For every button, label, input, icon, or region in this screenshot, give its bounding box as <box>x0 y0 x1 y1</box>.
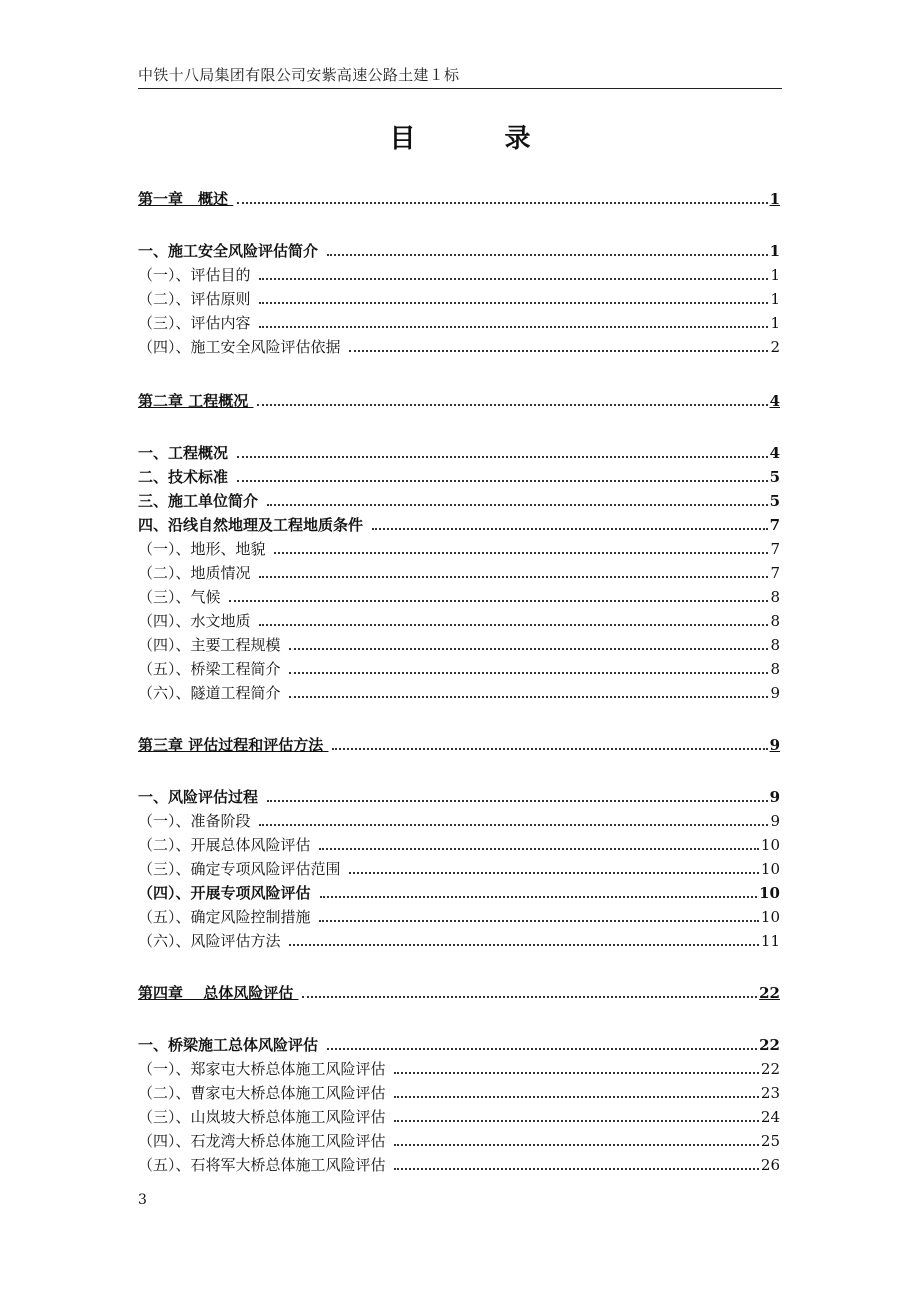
dot-leader <box>394 1072 759 1074</box>
toc-entry-page: 2 <box>770 338 780 356</box>
toc-entry-label: （三）、评估内容 <box>138 314 256 332</box>
toc-entry[interactable] <box>138 1106 780 1128</box>
toc-entry-label: （三）、确定专项风险评估范围 <box>138 860 346 878</box>
header-rule <box>138 88 782 89</box>
dot-leader <box>259 326 768 328</box>
toc-entry-label: 第三章 评估过程和评估方法 <box>138 736 329 754</box>
toc-entry[interactable] <box>138 906 780 928</box>
dot-leader <box>259 624 768 626</box>
toc-entry[interactable] <box>138 490 780 512</box>
toc-entry[interactable] <box>138 1154 780 1176</box>
toc-entry-page: 10 <box>760 908 780 926</box>
toc-entry-label: （二）、评估原则 <box>138 290 256 308</box>
toc-entry[interactable] <box>138 264 780 286</box>
toc-entry-page: 8 <box>770 612 780 630</box>
toc-entry[interactable] <box>138 312 780 334</box>
toc-entry-label: 二、技术标准 <box>138 468 234 486</box>
toc-entry-page: 8 <box>770 660 780 678</box>
toc-entry[interactable] <box>138 930 780 952</box>
toc-entry[interactable] <box>138 610 780 632</box>
dot-leader <box>259 824 768 826</box>
dot-leader <box>332 748 767 750</box>
toc-entry-page: 24 <box>760 1108 780 1126</box>
page-number: 3 <box>138 1192 147 1208</box>
toc-entry-page: 26 <box>760 1156 780 1174</box>
toc-entry-label: （四）、石龙湾大桥总体施工风险评估 <box>138 1132 391 1150</box>
toc-entry-page: 5 <box>769 492 780 510</box>
toc-entry-page: 7 <box>770 540 780 558</box>
toc-entry-label: （四）、水文地质 <box>138 612 256 630</box>
toc-entry-page: 25 <box>760 1132 780 1150</box>
dot-leader <box>274 552 768 554</box>
dot-leader <box>394 1120 759 1122</box>
dot-leader <box>237 202 767 204</box>
running-header: 中铁十八局集团有限公司安紫高速公路土建１标 <box>138 66 460 84</box>
toc-entry-page: 10 <box>760 836 780 854</box>
dot-leader <box>289 696 768 698</box>
toc-entry[interactable] <box>138 442 780 464</box>
dot-leader <box>267 800 767 802</box>
dot-leader <box>319 848 759 850</box>
toc-entry[interactable] <box>138 188 780 210</box>
toc-entry-page: 4 <box>769 392 780 410</box>
toc-entry-label: （六）、风险评估方法 <box>138 932 286 950</box>
toc-entry-page: 8 <box>770 636 780 654</box>
toc-entry-page: 23 <box>760 1084 780 1102</box>
toc-entry[interactable] <box>138 982 780 1004</box>
toc-entry-page: 1 <box>769 190 780 208</box>
dot-leader <box>289 648 768 650</box>
dot-leader <box>327 1048 757 1050</box>
dot-leader <box>349 872 759 874</box>
toc-entry-label: 第二章 工程概况 <box>138 392 254 410</box>
toc-entry-label: 一、施工安全风险评估简介 <box>138 242 324 260</box>
toc-entry-label: 第四章 总体风险评估 <box>138 984 299 1002</box>
toc-entry-page: 11 <box>760 932 780 950</box>
toc-entry[interactable] <box>138 682 780 704</box>
toc-entry-page: 1 <box>769 242 780 260</box>
toc-entry-label: （一）、郑家屯大桥总体施工风险评估 <box>138 1060 391 1078</box>
toc-entry-label: （四）、开展专项风险评估 <box>138 884 316 902</box>
toc-entry[interactable] <box>138 514 780 536</box>
toc-entry[interactable] <box>138 786 780 808</box>
toc-entry[interactable] <box>138 336 780 358</box>
toc-entry-page: 8 <box>770 588 780 606</box>
toc-entry-label: （二）、开展总体风险评估 <box>138 836 316 854</box>
toc-entry-page: 5 <box>769 468 780 486</box>
dot-leader <box>372 528 767 530</box>
dot-leader <box>394 1096 759 1098</box>
toc-entry-label: （一）、评估目的 <box>138 266 256 284</box>
toc-entry-label: （三）、山岚坡大桥总体施工风险评估 <box>138 1108 391 1126</box>
toc-entry-label: （六）、隧道工程简介 <box>138 684 286 702</box>
dot-leader <box>320 896 757 898</box>
dot-leader <box>237 456 767 458</box>
toc-entry-label: 四、沿线自然地理及工程地质条件 <box>138 516 369 534</box>
dot-leader <box>349 350 768 352</box>
toc-entry-label: （一）、准备阶段 <box>138 812 256 830</box>
dot-leader <box>259 278 768 280</box>
toc-entry-page: 1 <box>770 266 780 284</box>
toc-entry-label: 三、施工单位简介 <box>138 492 264 510</box>
toc-entry-page: 10 <box>759 884 780 902</box>
toc-entry-label: （二）、地质情况 <box>138 564 256 582</box>
dot-leader <box>319 920 759 922</box>
toc-entry[interactable] <box>138 240 780 262</box>
toc-entry-page: 9 <box>770 684 780 702</box>
toc-entry-label: 一、工程概况 <box>138 444 234 462</box>
toc-entry-label: （五）、石将军大桥总体施工风险评估 <box>138 1156 391 1174</box>
toc-entry-page: 9 <box>769 788 780 806</box>
dot-leader <box>257 404 767 406</box>
dot-leader <box>289 944 759 946</box>
dot-leader <box>327 254 767 256</box>
toc-entry-label: （四）、施工安全风险评估依据 <box>138 338 346 356</box>
toc-entry[interactable] <box>138 390 780 412</box>
toc-entry-page: 1 <box>770 314 780 332</box>
dot-leader <box>229 600 768 602</box>
toc-entry-label: （三）、气候 <box>138 588 226 606</box>
dot-leader <box>237 480 767 482</box>
toc-entry-label: 第一章 概述 <box>138 190 234 208</box>
dot-leader <box>302 996 757 998</box>
toc-entry[interactable] <box>138 586 780 608</box>
toc-entry-label: 一、风险评估过程 <box>138 788 264 806</box>
toc-entry-page: 22 <box>759 984 780 1002</box>
toc-entry-page: 10 <box>760 860 780 878</box>
toc-entry[interactable] <box>138 1082 780 1104</box>
dot-leader <box>259 302 768 304</box>
toc-entry-label: （五）、确定风险控制措施 <box>138 908 316 926</box>
toc-entry-page: 7 <box>770 564 780 582</box>
dot-leader <box>394 1168 759 1170</box>
toc-entry[interactable] <box>138 634 780 656</box>
toc-entry[interactable] <box>138 734 780 756</box>
toc-entry[interactable] <box>138 562 780 584</box>
toc-entry-label: （一）、地形、地貌 <box>138 540 271 558</box>
toc-entry-page: 1 <box>770 290 780 308</box>
toc-entry-page: 9 <box>770 812 780 830</box>
toc-entry-page: 9 <box>769 736 780 754</box>
toc-entry-label: （四）、主要工程规模 <box>138 636 286 654</box>
toc-entry[interactable] <box>138 658 780 680</box>
toc-entry-label: 一、桥梁施工总体风险评估 <box>138 1036 324 1054</box>
dot-leader <box>289 672 768 674</box>
toc-entry[interactable] <box>138 1034 780 1056</box>
toc-entry-page: 7 <box>769 516 780 534</box>
toc-entry[interactable] <box>138 810 780 832</box>
toc-entry-page: 22 <box>760 1060 780 1078</box>
toc-entry[interactable] <box>138 466 780 488</box>
dot-leader <box>259 576 768 578</box>
toc-entry[interactable] <box>138 858 780 880</box>
toc-entry-page: 22 <box>759 1036 780 1054</box>
toc-entry[interactable] <box>138 882 780 904</box>
toc-entry[interactable] <box>138 834 780 856</box>
dot-leader <box>394 1144 759 1146</box>
toc-entry-label: （五）、桥梁工程简介 <box>138 660 286 678</box>
toc-entry[interactable] <box>138 538 780 560</box>
toc-entry-page: 4 <box>769 444 780 462</box>
toc-entry[interactable] <box>138 288 780 310</box>
toc-entry-label: （二）、曹家屯大桥总体施工风险评估 <box>138 1084 391 1102</box>
dot-leader <box>267 504 767 506</box>
toc-entry[interactable] <box>138 1058 780 1080</box>
page-title: 目 录 <box>389 124 571 154</box>
toc-entry[interactable] <box>138 1130 780 1152</box>
